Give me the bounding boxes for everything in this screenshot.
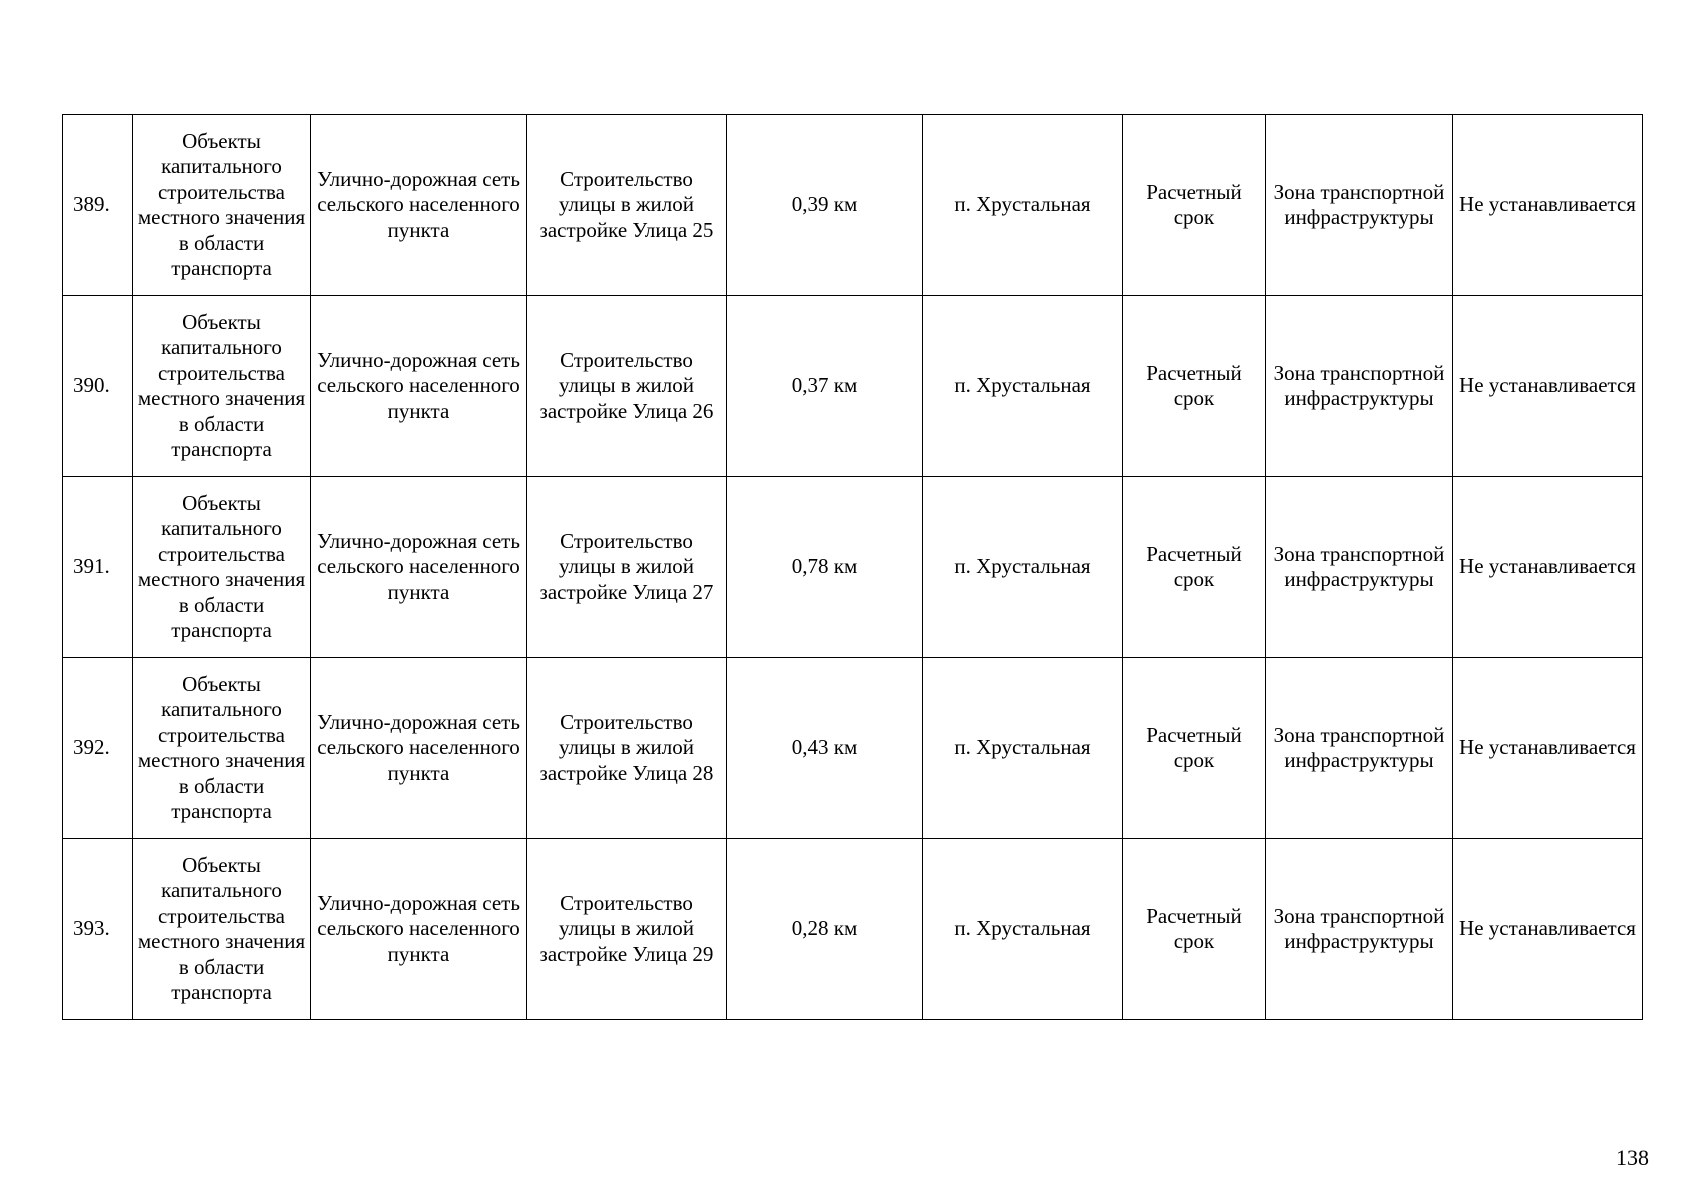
row-number: 393.: [63, 839, 133, 1020]
object-type: Улично-дорожная сеть сельского населенного пункта: [311, 839, 527, 1020]
table-row: [63, 839, 1643, 1020]
functional-zone: Зона транспортной инфраструктуры: [1266, 296, 1453, 477]
functional-zone: Зона транспортной инфраструктуры: [1266, 115, 1453, 296]
zone-restriction: Не устанавливается: [1453, 477, 1643, 658]
object-category: Объекты капитального строительства местного значения в области транспорта: [133, 115, 311, 296]
object-category: Объекты капитального строительства местного значения в области транспорта: [133, 658, 311, 839]
object-purpose: Строительство улицы в жилой застройке Улица 26: [527, 296, 727, 477]
implementation-term: Расчетный срок: [1123, 115, 1266, 296]
row-number: 389.: [63, 115, 133, 296]
row-number: 391.: [63, 477, 133, 658]
page-number: 138: [1616, 1145, 1649, 1170]
object-location: п. Хрустальная: [923, 477, 1123, 658]
zone-restriction: Не устанавливается: [1453, 658, 1643, 839]
object-category: Объекты капитального строительства местного значения в области транспорта: [133, 296, 311, 477]
functional-zone: Зона транспортной инфраструктуры: [1266, 658, 1453, 839]
object-type: Улично-дорожная сеть сельского населенного пункта: [311, 658, 527, 839]
object-type: Улично-дорожная сеть сельского населенного пункта: [311, 296, 527, 477]
table-row: [63, 296, 1643, 477]
object-length: 0,43 км: [727, 658, 923, 839]
implementation-term: Расчетный срок: [1123, 296, 1266, 477]
row-number: 390.: [63, 296, 133, 477]
zone-restriction: Не устанавливается: [1453, 839, 1643, 1020]
zone-restriction: Не устанавливается: [1453, 296, 1643, 477]
functional-zone: Зона транспортной инфраструктуры: [1266, 477, 1453, 658]
implementation-term: Расчетный срок: [1123, 658, 1266, 839]
object-length: 0,78 км: [727, 477, 923, 658]
object-length: 0,39 км: [727, 115, 923, 296]
object-length: 0,37 км: [727, 296, 923, 477]
object-location: п. Хрустальная: [923, 296, 1123, 477]
object-category: Объекты капитального строительства местного значения в области транспорта: [133, 839, 311, 1020]
object-location: п. Хрустальная: [923, 658, 1123, 839]
table-row: [63, 477, 1643, 658]
row-number: 392.: [63, 658, 133, 839]
object-location: п. Хрустальная: [923, 839, 1123, 1020]
object-purpose: Строительство улицы в жилой застройке Улица 28: [527, 658, 727, 839]
zone-restriction: Не устанавливается: [1453, 115, 1643, 296]
implementation-term: Расчетный срок: [1123, 839, 1266, 1020]
object-category: Объекты капитального строительства местного значения в области транспорта: [133, 477, 311, 658]
object-purpose: Строительство улицы в жилой застройке Улица 25: [527, 115, 727, 296]
object-length: 0,28 км: [727, 839, 923, 1020]
objects-table: [62, 114, 1643, 1020]
object-type: Улично-дорожная сеть сельского населенного пункта: [311, 115, 527, 296]
implementation-term: Расчетный срок: [1123, 477, 1266, 658]
object-purpose: Строительство улицы в жилой застройке Улица 27: [527, 477, 727, 658]
object-type: Улично-дорожная сеть сельского населенного пункта: [311, 477, 527, 658]
functional-zone: Зона транспортной инфраструктуры: [1266, 839, 1453, 1020]
object-location: п. Хрустальная: [923, 115, 1123, 296]
table-row: [63, 115, 1643, 296]
table-row: [63, 658, 1643, 839]
object-purpose: Строительство улицы в жилой застройке Улица 29: [527, 839, 727, 1020]
